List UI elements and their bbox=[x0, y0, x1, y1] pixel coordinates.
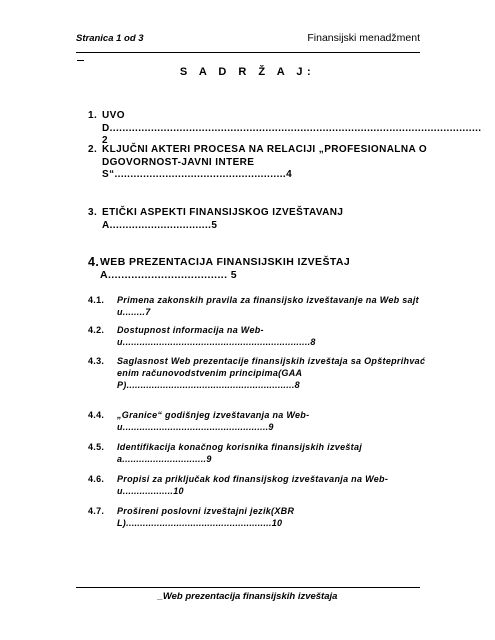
toc-entry-number: 3. bbox=[88, 207, 98, 218]
toc-entry-2[interactable] bbox=[88, 144, 428, 182]
toc-entry-4-1[interactable] bbox=[88, 294, 428, 318]
toc-entry-1[interactable] bbox=[88, 110, 482, 148]
toc-entry-text: WEB PREZENTACIJA FINANSIJSKIH IZVEŠTAJA.................................... 5 bbox=[100, 256, 351, 281]
toc-entry-text: Propisi za priključak kod finansijskog izveštavanja na Web-u..................10 bbox=[117, 474, 389, 496]
toc-entry-text: ETIČKI ASPEKTI FINANSIJSKOG IZVEŠTAVANJA................................5 bbox=[102, 207, 344, 231]
toc-title: S A D R Ž A J: bbox=[179, 66, 316, 78]
footer-divider bbox=[76, 587, 420, 588]
toc-entry-number: 4. bbox=[88, 255, 100, 269]
toc-entry-4-4[interactable] bbox=[88, 409, 428, 433]
toc-entry-text: Saglasnost Web prezentacije finansijskih izveštaja sa Opšteprihvaćenim računovodstvenim principima(GAAP)............................................................8 bbox=[117, 356, 426, 390]
toc-entry-4-7[interactable] bbox=[88, 505, 428, 529]
toc-entry-number: 4.3. bbox=[88, 356, 105, 366]
toc-entry-4-3[interactable] bbox=[88, 355, 428, 391]
toc-entry-text: Dostupnost informacija na Web-u...................................................................8 bbox=[117, 325, 316, 347]
page-number-label: Stranica 1 od 3 bbox=[76, 33, 144, 44]
toc-entry-text: KLJUČNI AKTERI PROCESA NA RELACIJI „PROFESIONALNA ODGOVORNOST-JAVNI INTERES“......................................................4 bbox=[102, 144, 428, 180]
toc-entry-number: 4.5. bbox=[88, 442, 105, 452]
toc-entry-4-2[interactable] bbox=[88, 324, 428, 348]
toc-entry-number: 2. bbox=[88, 144, 98, 155]
toc-entry-number: 4.1. bbox=[88, 295, 105, 305]
toc-entry-number: 4.7. bbox=[88, 506, 105, 516]
toc-entry-3[interactable] bbox=[88, 207, 428, 232]
toc-entry-number: 1. bbox=[88, 110, 98, 121]
toc-entry-text: Primena zakonskih pravila za finansijsko izveštavanje na Web sajtu........7 bbox=[117, 295, 419, 317]
toc-entry-text: „Granice“ godišnjeg izveštavanja na Web-u....................................................9 bbox=[117, 410, 310, 432]
toc-entry-number: 4.4. bbox=[88, 410, 105, 420]
toc-entry-4-5[interactable] bbox=[88, 441, 428, 465]
toc-entry-4[interactable] bbox=[88, 256, 428, 281]
dash-mark bbox=[77, 60, 84, 61]
header-divider bbox=[76, 52, 420, 53]
toc-entry-number: 4.2. bbox=[88, 325, 105, 335]
toc-entry-number: 4.6. bbox=[88, 474, 105, 484]
page-footer: _Web prezentacija finansijskih izveštaja bbox=[157, 591, 338, 602]
document-title: Finansijski menadžment bbox=[307, 32, 420, 44]
toc-entry-text: Identifikacija konačnog korisnika finansijskih izveštaja..............................9 bbox=[117, 442, 363, 464]
toc-entry-text: UVOD.....................................................................................................................2 bbox=[102, 110, 482, 146]
toc-entry-4-6[interactable] bbox=[88, 473, 428, 497]
toc-entry-text: Prošireni poslovni izveštajni jezik(XBRL)....................................................10 bbox=[117, 506, 295, 528]
